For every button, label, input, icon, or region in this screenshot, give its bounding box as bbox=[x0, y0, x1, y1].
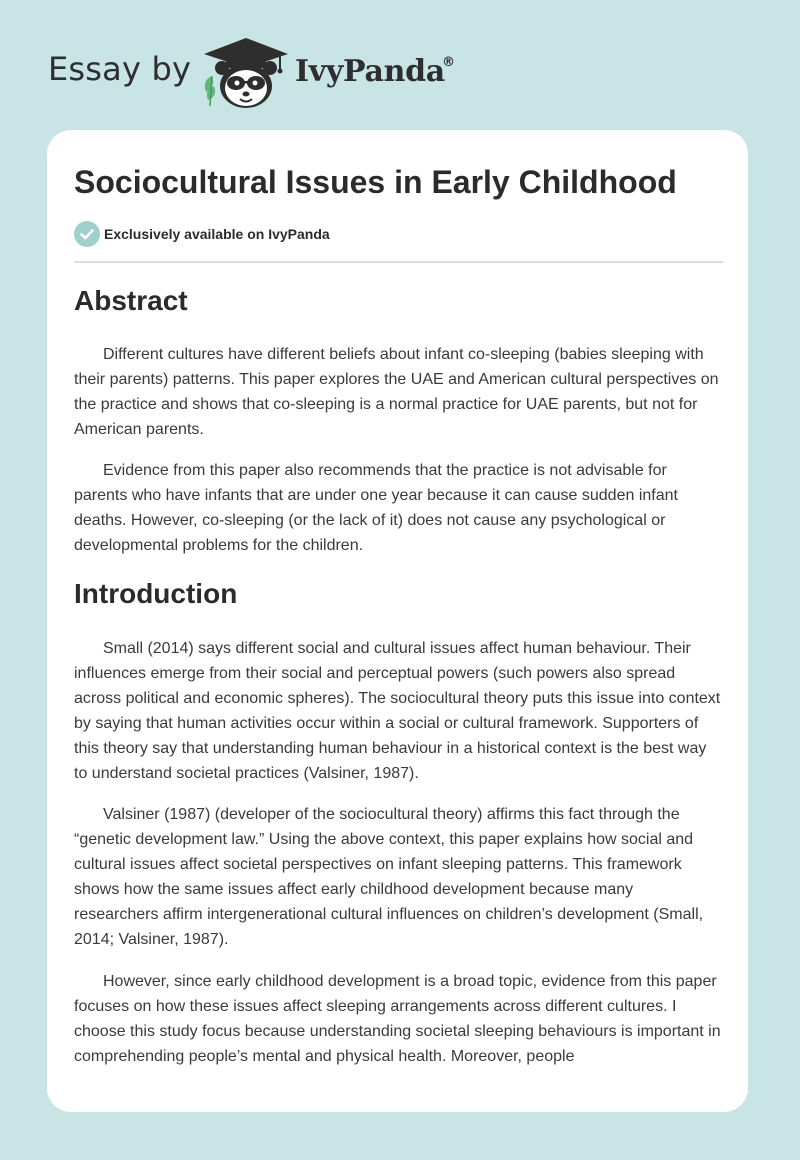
panda-graduate-icon[interactable] bbox=[200, 36, 292, 110]
introduction-paragraph-2: Valsiner (1987) (developer of the sociocultural theory) affirms this fact through the “genetic development law.” Using the above context, this paper explains how social and cultural issues affect societal perspectives on infant sleeping patterns. This framework shows how the same issues affect early childhood development because many researchers affirm intergenerational cultural influences on children’s development (Small, 2014; Valsiner, 1987). bbox=[74, 806, 704, 948]
site-header bbox=[0, 0, 800, 120]
essay-title: Sociocultural Issues in Early Childhood bbox=[74, 164, 677, 200]
exclusive-label: Exclusively available on IvyPanda bbox=[104, 226, 330, 242]
essay-by-label: Essay by bbox=[48, 50, 192, 88]
brand-name[interactable]: IvyPanda bbox=[295, 54, 445, 89]
essay-card bbox=[47, 130, 748, 1112]
abstract-paragraph-1: Different cultures have different beliefs about infant co-sleeping (babies sleeping with their parents) patterns. This paper explores the UAE and American cultural perspectives on the practice and shows that co-sleeping is a normal practice for UAE parents, but not for American parents. bbox=[74, 346, 719, 438]
registered-mark: ® bbox=[442, 55, 455, 70]
introduction-heading: Introduction bbox=[74, 578, 238, 609]
check-circle-icon bbox=[74, 221, 100, 247]
introduction-paragraph-1: Small (2014) says different social and cultural issues affect human behaviour. Their influences emerge from their social and perceptual powers (such powers also spread across political and economic spheres). The sociocultural theory puts this issue into context by saying that human activities occur within a social or cultural framework. Supporters of this theory say that understanding human behaviour in a historical context is the best way to understand societal practices (Valsiner, 1987). bbox=[74, 640, 721, 782]
introduction-paragraph-3: However, since early childhood development is a broad topic, evidence from this paper focuses on how these issues affect sleeping arrangements across different cultures. I choose this study focus because understanding societal sleeping behaviours is important in comprehending people’s mental and physical health. Moreover, people bbox=[74, 973, 721, 1065]
abstract-paragraph-2: Evidence from this paper also recommends that the practice is not advisable for parents who have infants that are under one year because it can cause sudden infant deaths. However, co-sleeping (or the lack of it) does not cause any psychological or developmental problems for the children. bbox=[74, 462, 678, 554]
exclusive-badge bbox=[74, 221, 330, 247]
abstract-heading: Abstract bbox=[74, 285, 188, 316]
title-divider bbox=[74, 261, 723, 263]
